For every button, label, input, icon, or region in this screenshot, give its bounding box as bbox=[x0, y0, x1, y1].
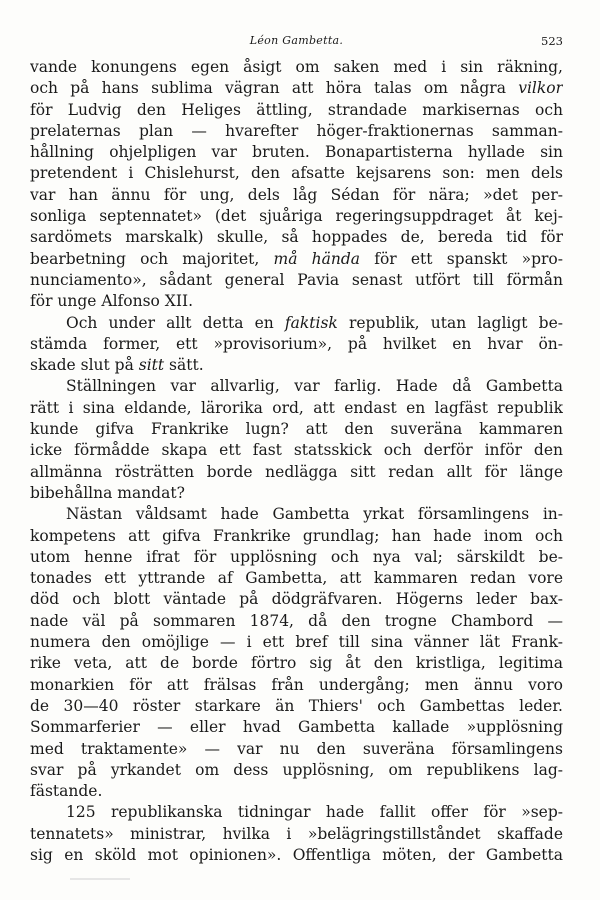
text-run: rätt i sina eldande, lärorika ord, att endast en lagfäst republik bbox=[30, 398, 563, 417]
text-line bbox=[30, 462, 563, 483]
text-run: republik, utan lagligt be- bbox=[337, 313, 563, 332]
text-line bbox=[30, 440, 563, 461]
text-line bbox=[30, 57, 563, 78]
text-run: numera den omöjlige — i ett bref till sina vänner lät Frank- bbox=[30, 633, 563, 652]
text-line bbox=[30, 717, 563, 738]
text-run: kompetens att gifva Frankrike grundlag; han hade inom och bbox=[30, 526, 563, 545]
text-line bbox=[30, 398, 563, 419]
text-run: vande konungens egen åsigt om saken med i sin räkning, bbox=[30, 58, 563, 76]
text-run: hållning ohjelpligen var bruten. Bonapartisterna hyllade sin bbox=[30, 143, 563, 162]
text-run: sätt. bbox=[164, 356, 204, 375]
text-run: för ett spanskt »pro- bbox=[360, 249, 563, 268]
text-line bbox=[30, 206, 563, 227]
italic-word: må hända bbox=[273, 249, 361, 268]
text-line bbox=[30, 121, 563, 142]
text-run: rike veta, att de borde förtro sig åt den kristliga, legitima bbox=[30, 654, 563, 673]
text-run: icke förmådde skapa ett fast statsskick och derför inför den bbox=[30, 441, 563, 460]
text-line bbox=[30, 313, 563, 334]
text-line bbox=[30, 781, 563, 802]
text-run: allmänna rösträtten borde nedlägga sitt redan allt för länge bbox=[30, 462, 563, 481]
text-line bbox=[30, 270, 563, 291]
text-line bbox=[30, 589, 563, 610]
text-line bbox=[30, 568, 563, 589]
text-run: sardömets marskalk) skulle, så hoppades de, bereda tid för bbox=[30, 228, 563, 247]
page-number: 523 bbox=[541, 34, 563, 48]
text-line bbox=[30, 355, 563, 376]
text-line bbox=[30, 249, 563, 270]
text-run: svar på yrkandet om dess upplösning, om republikens lag- bbox=[30, 760, 563, 779]
text-run: fästande. bbox=[30, 782, 103, 801]
text-run: skade slut på bbox=[30, 356, 139, 375]
text-line bbox=[30, 100, 563, 121]
text-line bbox=[30, 227, 563, 248]
text-run: och på hans sublima vägran att höra talas om några bbox=[30, 79, 519, 98]
text-line bbox=[30, 78, 563, 99]
text-run: med traktamente» — var nu den suveräna församlingens bbox=[30, 739, 563, 758]
text-run: 125 republikanska tidningar hade fallit offer för »sep- bbox=[66, 803, 563, 822]
text-line bbox=[30, 185, 563, 206]
text-line bbox=[30, 824, 563, 845]
text-run: monarkien för att frälsas från undergång; men ännu voro bbox=[30, 675, 563, 694]
text-line bbox=[30, 632, 563, 653]
text-line bbox=[30, 376, 563, 397]
text-run: de 30—40 röster starkare än Thiers' och Gambettas leder. bbox=[30, 696, 563, 715]
text-run: stämda former, ett »provisorium», på hvilket en hvar ön- bbox=[30, 334, 563, 353]
body-text bbox=[30, 57, 563, 866]
text-line bbox=[30, 142, 563, 163]
text-line bbox=[30, 802, 563, 823]
text-run: tonades ett yttrande af Gambetta, att kammaren redan vore bbox=[30, 569, 563, 588]
text-line bbox=[30, 483, 563, 504]
italic-word: faktisk bbox=[284, 313, 338, 332]
text-line bbox=[30, 526, 563, 547]
text-run: död och blott väntade på dödgräfvaren. Högerns leder bax- bbox=[30, 590, 563, 609]
text-line bbox=[30, 163, 563, 184]
text-run: prelaternas plan — hvarefter höger-fraktionernas samman- bbox=[30, 121, 563, 140]
text-line bbox=[30, 547, 563, 568]
text-run: nade väl på sommaren 1874, då den trogne Chambord — bbox=[30, 611, 563, 630]
text-run: för Ludvig den Heliges ättling, strandade markisernas och bbox=[30, 100, 563, 119]
text-line bbox=[30, 291, 563, 312]
text-run: sonliga septennatet» (det sjuåriga regeringsuppdraget åt kej- bbox=[30, 207, 563, 226]
text-run: bearbetning och majoritet, bbox=[30, 249, 274, 268]
text-run: tennatets» ministrar, hvilka i »belägringstillståndet skaffade bbox=[30, 824, 563, 843]
text-line bbox=[30, 675, 563, 696]
text-line bbox=[30, 334, 563, 355]
text-line bbox=[30, 845, 563, 866]
text-run: bibehållna mandat? bbox=[30, 483, 185, 502]
text-run: Nästan våldsamt hade Gambetta yrkat församlingens in- bbox=[66, 505, 563, 524]
text-line bbox=[30, 653, 563, 674]
text-run: utom henne ifrat för upplösning och nya val; särskildt be- bbox=[30, 547, 563, 566]
italic-word: sitt bbox=[138, 356, 165, 375]
text-run: Sommarferier — eller hvad Gambetta kallade »upplösning bbox=[30, 718, 563, 737]
running-title: Léon Gambetta. bbox=[249, 34, 344, 47]
text-run: sig en sköld mot opinionen». Offentliga möten, der Gambetta bbox=[30, 845, 563, 864]
text-run: pretendent i Chislehurst, den afsatte kejsarens son: men dels bbox=[30, 164, 563, 183]
text-line bbox=[30, 611, 563, 632]
text-run: var han ännu för ung, dels låg Sédan för nära; »det per- bbox=[30, 185, 563, 204]
text-line bbox=[30, 739, 563, 760]
text-line bbox=[30, 419, 563, 440]
text-line bbox=[30, 504, 563, 525]
text-run: Ställningen var allvarlig, var farlig. Hade då Gambetta bbox=[66, 377, 563, 396]
running-head bbox=[30, 34, 563, 54]
text-run: för unge Alfonso XII. bbox=[30, 292, 194, 311]
text-line bbox=[30, 696, 563, 717]
scan-mark bbox=[70, 878, 130, 880]
text-run: kunde gifva Frankrike lugn? att den suveräna kammaren bbox=[30, 420, 563, 439]
text-run: Och under allt detta en bbox=[66, 313, 285, 332]
italic-word: vilkor bbox=[518, 79, 563, 98]
text-line bbox=[30, 760, 563, 781]
text-run: nunciamento», sådant general Pavia senast utfört till förmån bbox=[30, 270, 563, 289]
